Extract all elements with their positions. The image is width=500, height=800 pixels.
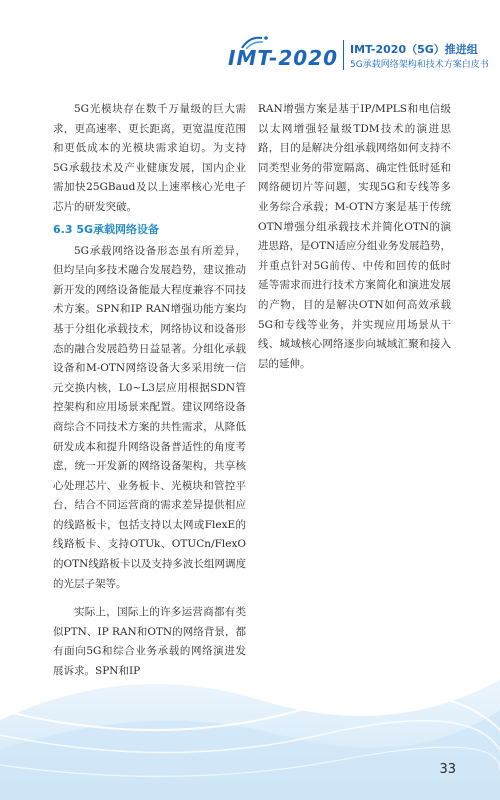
paragraph-network-equipment: 5G承载网络设备形态虽有所差异，但均呈向多技术融合发展趋势，建议推动新开发的网络设备能最大程度兼容不同技术方案。SPN和IP RAN增强功能方案均基于分组化承载技术，网络协议和设备形态的融合发展趋势日益显著。分组化承载设备和M-OTN网络设备大多采用统一信元交换内核，L0~L3层应用根据SDN管控架构和应用场景来配置。建议网络设备商综合不同技术方案的共性需求，从降低研发成本和提升网络设备普适性的角度考虑，统一开发新的网络设备架构，共享核心处理芯片、业务板卡、光模块和管控平台，结合不同运营商的需求差异提供相应的线路板卡，包括支持以太网或FlexE的线路板卡、支持OTUk、OTUCn/FlexO的OTN线路板卡以及支持多波长组网调度的光层子架等。 xyxy=(53,244,246,590)
left-column xyxy=(53,100,246,682)
logo-text: IMT-2020 xyxy=(228,46,339,70)
right-column xyxy=(258,100,451,374)
header-divider xyxy=(343,40,344,70)
paragraph-continued: RAN增强方案是基于IP/MPLS和电信级以太网增强轻量级TDM技术的演进思路，目的是解决分组承载网络如何支持不同类型业务的带宽隔离、确定性低时延和网络硬切片等问题，实现5G和专线等多业务综合承载；M-OTN方案是基于传统OTN增强分组承载技术并简化OTN的演进思路，是OTN适应分组业务发展趋势，并重点针对5G前传、中传和回传的低时延等需求而进行技术方案简化和演进发展的产物，目的是解决OTN如何高效承载5G和专线等业务，并实现应用场景从干线、城域核心网络逐步向城域汇聚和接入层的延伸。 xyxy=(258,103,451,370)
imt-2020-logo xyxy=(228,34,338,74)
paragraph-optical-module: 5G光模块存在数千万量级的巨大需求，更高速率、更长距离，更宽温度范围和更低成本的光模块需求迫切。为支持5G承载技术及产业健康发展，国内企业需加快25GBaud及以上速率核心光电子芯片的研发突破。 xyxy=(53,103,246,213)
header-title: IMT-2020（5G）推进组 xyxy=(350,43,478,56)
page-number: 33 xyxy=(439,762,456,777)
paragraph-international-operators: 实际上，国际上的许多运营商都有类似PTN、IP RAN和OTN的网络背景，都有面向5G和综合业务承载的网络演进发展诉求。SPN和IP xyxy=(53,606,246,678)
footer-wave-decoration xyxy=(0,640,500,800)
section-heading: 6.3 5G承载网络设备 xyxy=(53,222,159,236)
header-subtitle: 5G承载网络架构和技术方案白皮书 xyxy=(350,60,489,70)
page-header xyxy=(0,0,500,80)
